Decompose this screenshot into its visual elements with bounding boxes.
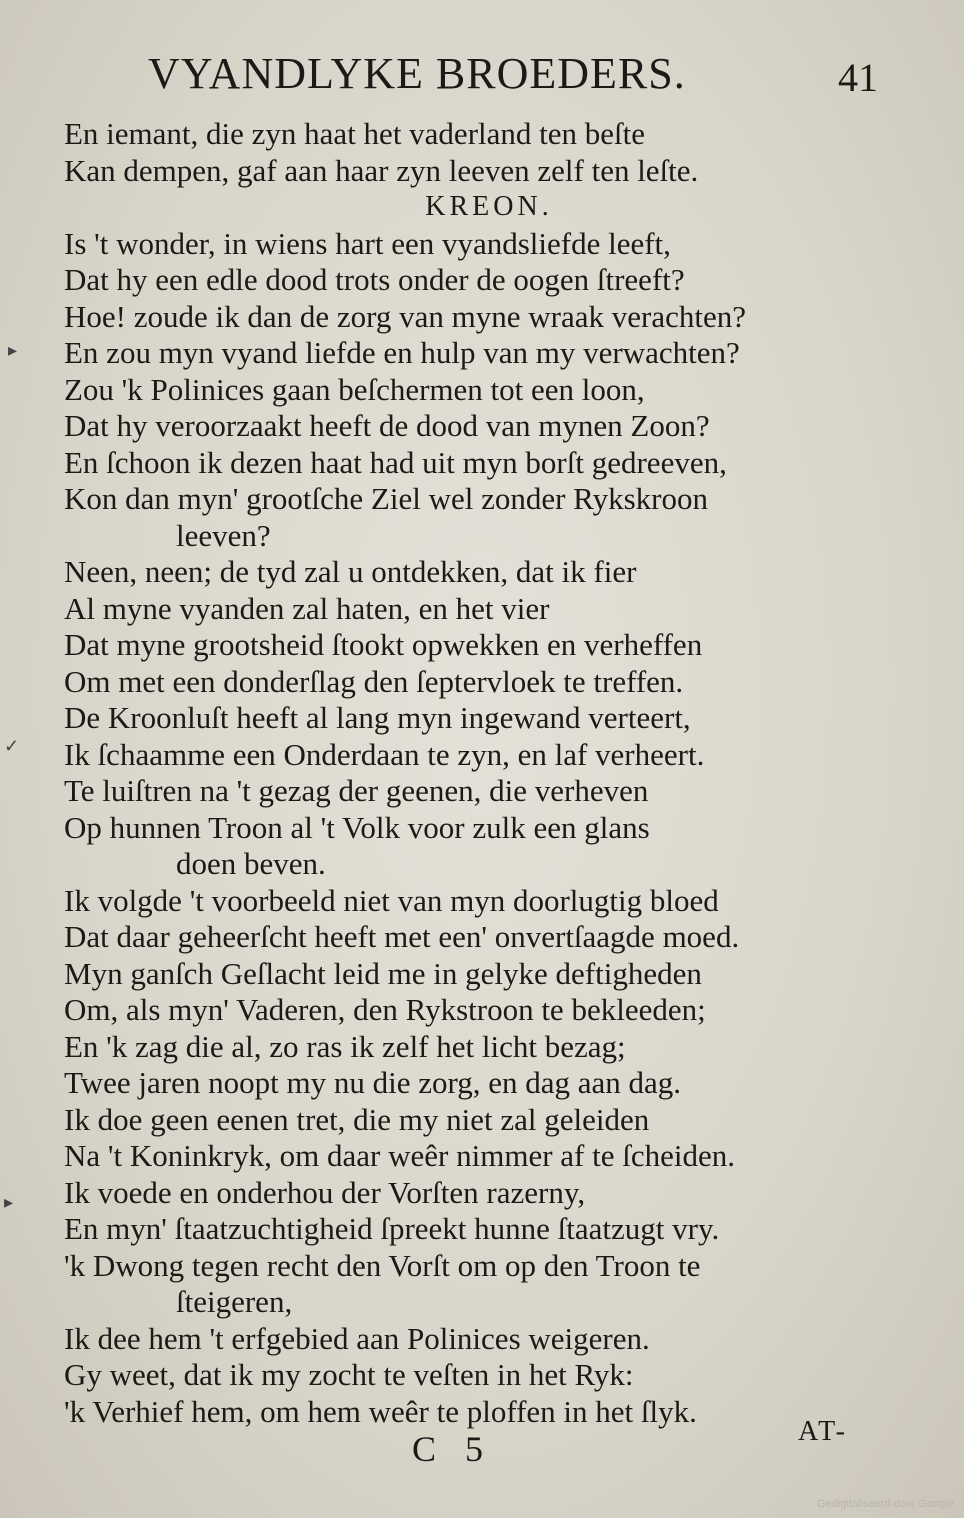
- verse-line: En 'k zag die al, zo ras ik zelf het licht bezag;: [64, 1028, 626, 1064]
- verse-line-continuation: doen beven.: [176, 846, 326, 881]
- verse-line: Twee jaren noopt my nu die zorg, en dag aan dag.: [64, 1065, 682, 1100]
- margin-tick-icon: ▸: [8, 340, 18, 361]
- verse-line: Ik ſchaamme een Onderdaan te zyn, en laf verheert.: [64, 736, 705, 772]
- verse-line: Om, als myn' Vaderen, den Rykstroon te bekleeden;: [64, 992, 706, 1027]
- verse-line: En ſchoon ik dezen haat had uit myn borſt gedreeven,: [64, 444, 727, 480]
- page-footer: [0, 1416, 964, 1484]
- margin-tick-icon: ✓: [4, 736, 20, 757]
- verse-line: Om met een donderſlag den ſeptervloek te treffen.: [64, 663, 684, 699]
- verse-line: Al myne vyanden zal haten, en het vier: [64, 590, 550, 626]
- verse-line: Zou 'k Polinices gaan beſchermen tot een loon,: [64, 371, 645, 407]
- page-number: 41: [838, 55, 878, 100]
- verse-line-continuation: leeven?: [176, 517, 271, 553]
- margin-tick-icon: ▸: [4, 1192, 14, 1213]
- verse-line: Te luiſtren na 't gezag der geenen, die verheven: [64, 773, 649, 808]
- verse-line: Gy weet, dat ik my zocht te veſten in het Ryk:: [64, 1357, 634, 1392]
- running-title: VYANDLYKE BROEDERS.: [148, 49, 686, 98]
- verse-line: En iemant, die zyn haat het vaderland ten beſte: [64, 116, 646, 151]
- verse-line: Kon dan myn' grootſche Ziel wel zonder Rykskroon: [64, 481, 709, 516]
- verse-line: Hoe! zoude ik dan de zorg van myne wraak verachten?: [64, 298, 746, 334]
- verse-line-continuation: ſteigeren,: [176, 1284, 293, 1319]
- page-header: [148, 44, 878, 104]
- verse-line: Dat hy een edle dood trots onder de oogen ſtreeft?: [64, 262, 685, 297]
- verse-line: Kan dempen, gaf aan haar zyn leeven zelf ten leſte.: [64, 152, 699, 188]
- verse-line: De Kroonluſt heeft al lang myn ingewand verteert,: [64, 700, 691, 735]
- verse-line: En myn' ſtaatzuchtigheid ſpreekt hunne ſtaatzugt vry.: [64, 1211, 720, 1246]
- verse-line: Is 't wonder, in wiens hart een vyandsliefde leeft,: [64, 225, 671, 261]
- verse-line: 'k Verhief hem, om hem weêr te ploffen in het ſlyk.: [64, 1393, 697, 1429]
- verse-line: Op hunnen Troon al 't Volk voor zulk een glans: [64, 809, 650, 845]
- verse-line: Dat myne grootsheid ſtookt opwekken en verheffen: [64, 627, 703, 662]
- verse-line: Dat daar geheerſcht heeft met een' onvertſaagde moed.: [64, 919, 740, 954]
- verse-line: Ik dee hem 't erfgebied aan Polinices weigeren.: [64, 1320, 650, 1356]
- verse-line: Ik doe geen eenen tret, die my niet zal geleiden: [64, 1101, 650, 1137]
- verse-line: En zou myn vyand liefde en hulp van my verwachten?: [64, 335, 740, 370]
- speaker-name: KREON.: [425, 191, 553, 222]
- verse-line: Neen, neen; de tyd zal u ontdekken, dat ik fier: [64, 554, 637, 589]
- verse-line: Na 't Koninkryk, om daar weêr nimmer af te ſcheiden.: [64, 1138, 735, 1173]
- verse-line: Dat hy veroorzaakt heeft de dood van mynen Zoon?: [64, 408, 710, 443]
- digitization-watermark: Gedigitaliseerd door Google: [817, 1498, 954, 1510]
- verse-line: 'k Dwong tegen recht den Vorſt om op den Troon te: [64, 1247, 701, 1283]
- signature-mark: C 5: [412, 1429, 494, 1469]
- verse-block: [64, 116, 884, 1430]
- catchword: AT-: [798, 1416, 848, 1447]
- verse-line: Ik voede en onderhou der Vorſten razerny,: [64, 1174, 586, 1210]
- verse-line: Myn ganſch Geſlacht leid me in gelyke deftigheden: [64, 955, 702, 991]
- verse-line: Ik volgde 't voorbeeld niet van myn doorlugtig bloed: [64, 882, 719, 918]
